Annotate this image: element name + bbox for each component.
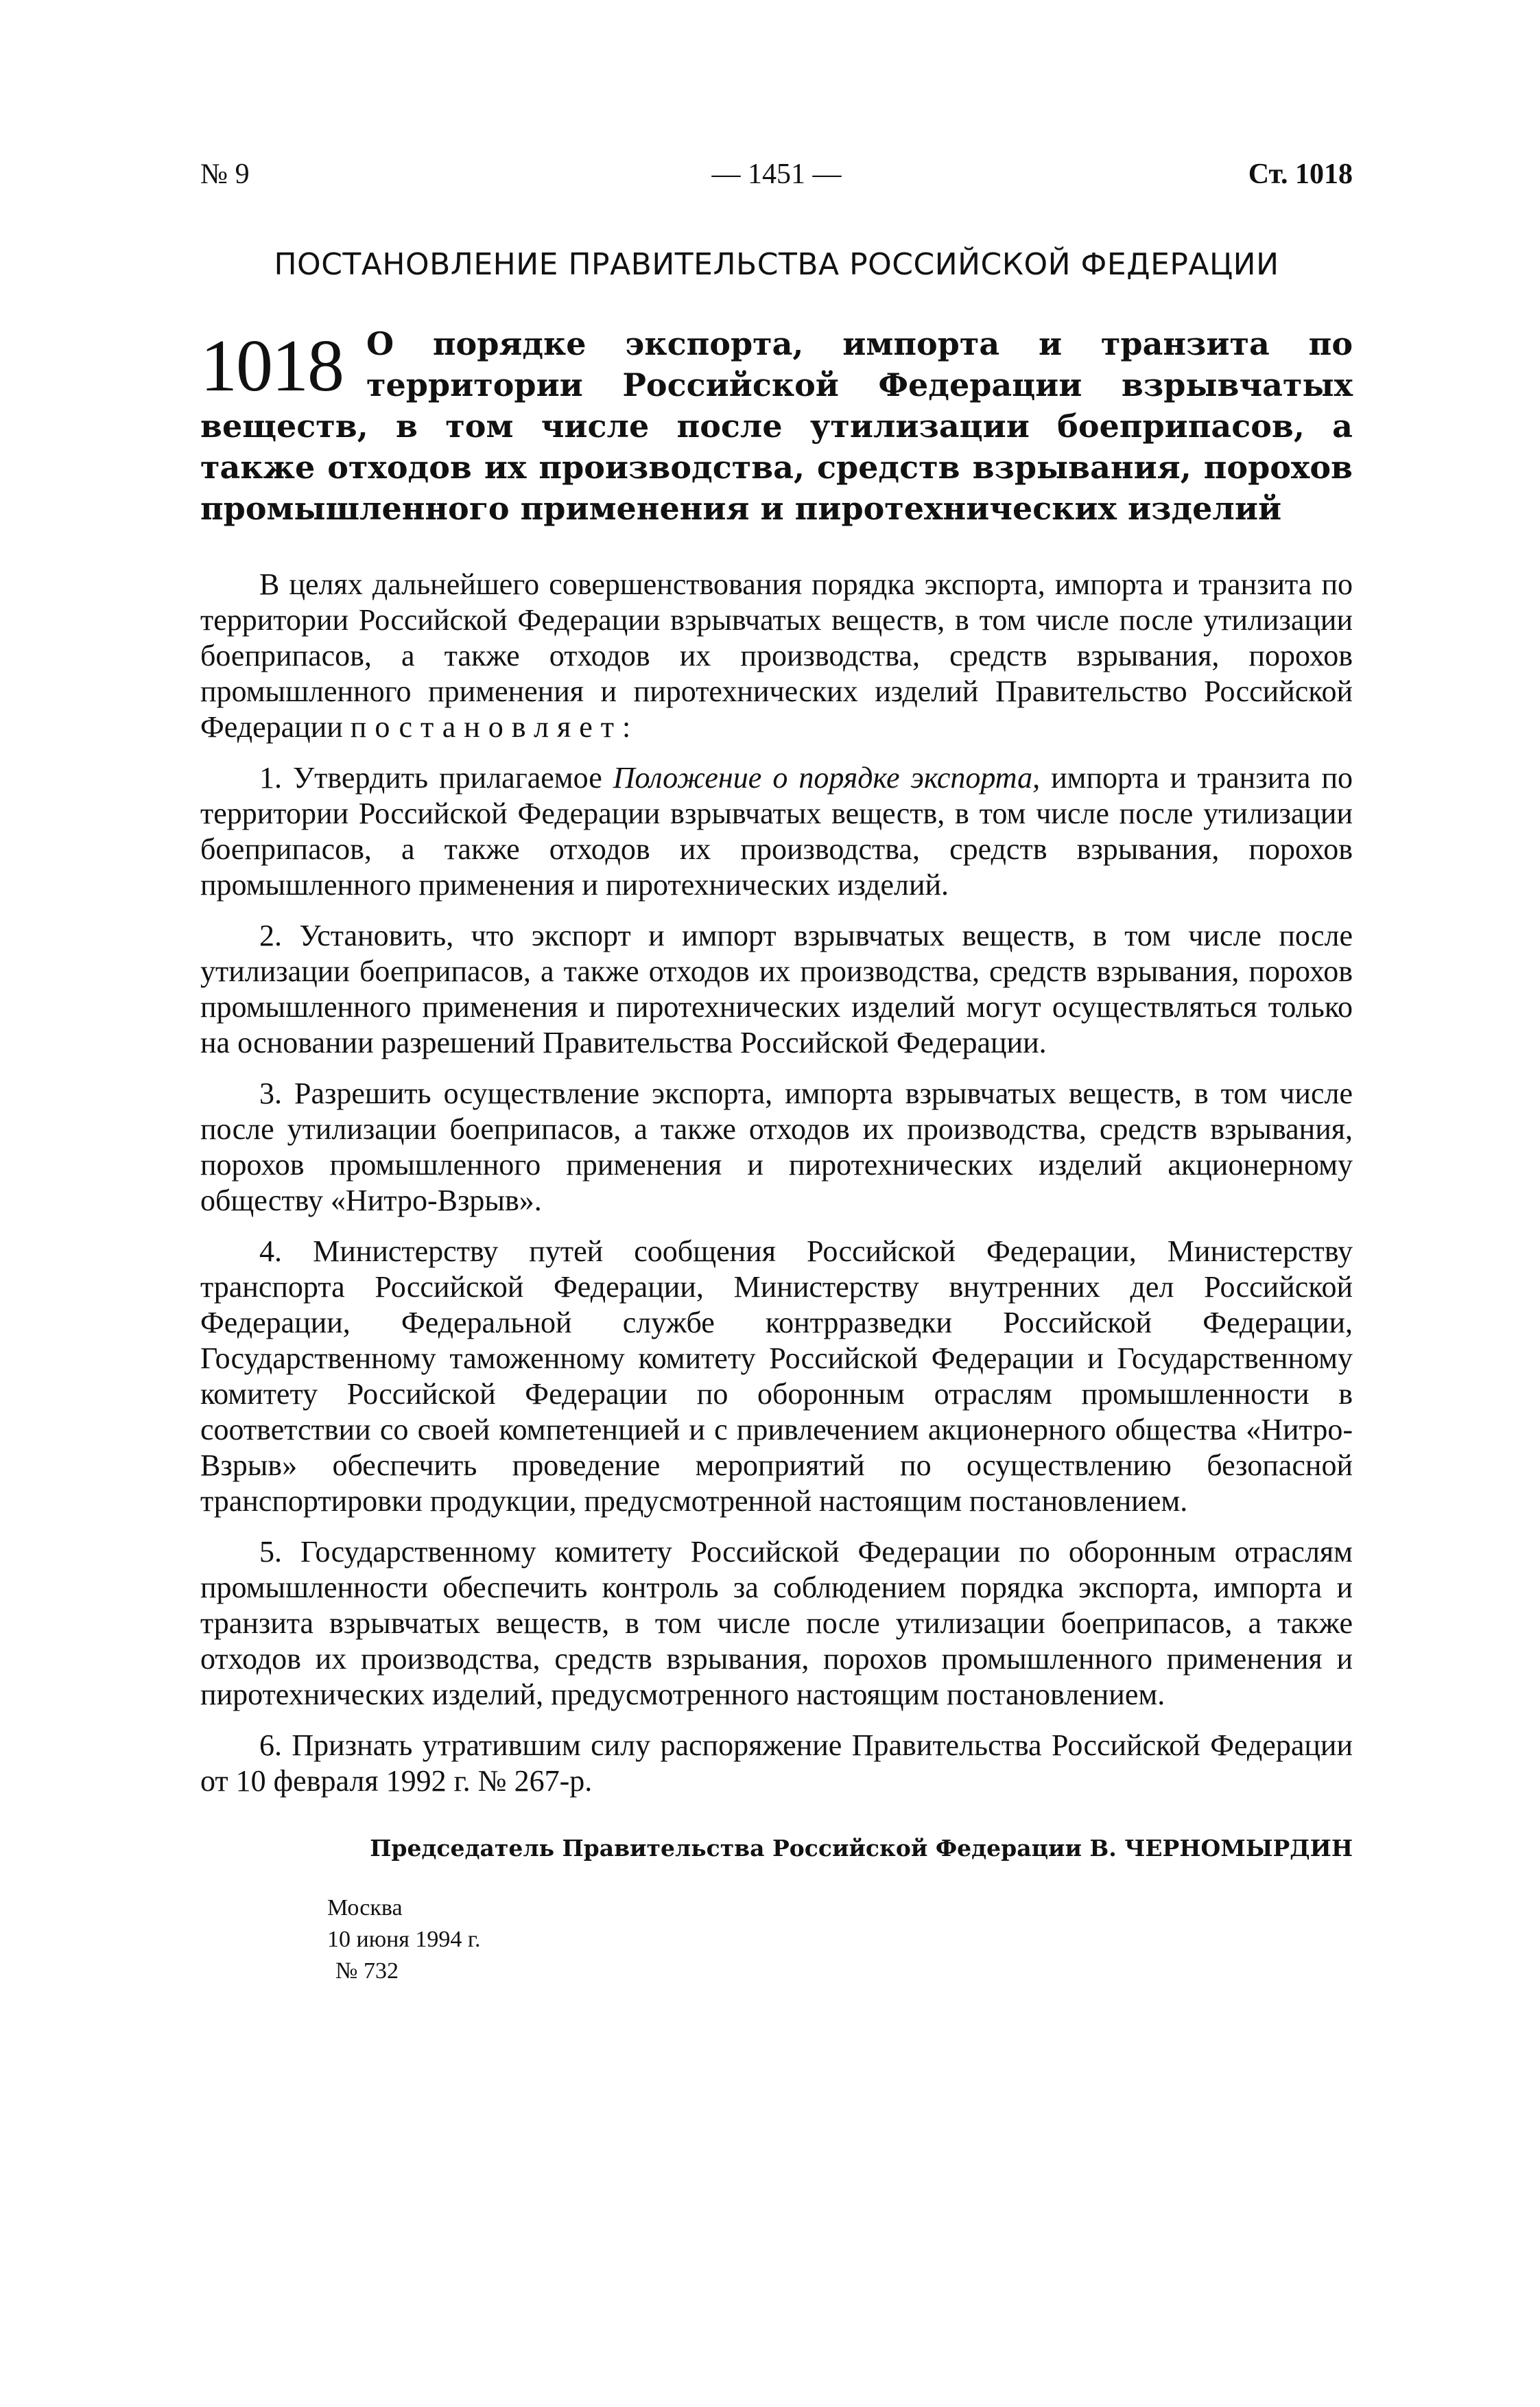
preamble-text: В целях дальнейшего совершенствования порядка экспорта, импорта и транзита по территории Российской Федерации взрывчатых веществ, в том числе после утилизации боеприпасов, а также отходов их производства, средств взрывания, порохов промышленного применения и пиротехнических изделий Правительство Российской Федерации xyxy=(200,567,1353,744)
document-page xyxy=(200,158,1353,1987)
place: Москва xyxy=(327,1895,403,1921)
issue-number: № 9 xyxy=(200,158,250,190)
item-4: 4. Министерству путей сообщения Российской Федерации, Министерству транспорта Российской Федерации, Министерству внутренних дел Российской Федерации, Федеральной службе контрразведки Российской Федерации, Государственному таможенному комитету Российской Федерации и Государственному комитету Российской Федерации по оборонным отраслям промышленности в соответствии со своей компетенцией и с привлечением акционерного общества «Нитро-Взрыв» обеспечить проведение мероприятий по осуществлению безопасной транспортировки продукции, предусмотренной настоящим постановлением. xyxy=(200,1234,1353,1518)
preamble xyxy=(200,567,1353,745)
item-1-italic: Положение о порядке экспорта, xyxy=(613,761,1041,795)
item-2: 2. Установить, что экспорт и импорт взрывчатых веществ, в том числе после утилизации боеприпасов, а также отходов их производства, средств взрывания, порохов промышленного применения и пиротехнических изделий могут осуществляться только на основании разрешений Правительства Российской Федерации. xyxy=(200,919,1353,1059)
item-5: 5. Государственному комитету Российской Федерации по оборонным отраслям промышленности обеспечить контроль за соблюдением порядка экспорта, импорта и транзита взрывчатых веществ, в том числе после утилизации боеприпасов, а также отходов их производства, средств взрывания, порохов промышленного применения и пиротехнических изделий, предусмотренного настоящим постановлением. xyxy=(200,1535,1353,1711)
document-number: 1018 xyxy=(200,325,343,407)
date: 10 июня 1994 г. xyxy=(327,1927,481,1952)
document-body xyxy=(200,567,1353,1799)
item-1 xyxy=(200,760,1353,903)
page-number: — 1451 — xyxy=(711,158,842,190)
document-title-block xyxy=(200,323,1353,529)
article-number: Ст. 1018 xyxy=(1248,158,1353,190)
signature-line: Председатель Правительства Российской Федерации В. ЧЕРНОМЫРДИН xyxy=(370,1835,1353,1862)
act-type-heading: ПОСТАНОВЛЕНИЕ ПРАВИТЕЛЬСТВА РОССИЙСКОЙ ФЕДЕРАЦИИ xyxy=(274,247,1279,282)
item-3: 3. Разрешить осуществление экспорта, импорта взрывчатых веществ, в том числе после утилизации боеприпасов, а также отходов их производства, средств взрывания, порохов промышленного применения и пиротехнических изделий акционерному обществу «Нитро-Взрыв». xyxy=(200,1077,1353,1217)
document-title: О порядке экспорта, импорта и транзита по территории Российской Федерации взрывчатых веществ, в том числе после утилизации боеприпасов, а также отходов их производства, средств взрывания, порохов промышленного применения и пиротехнических изделий xyxy=(200,325,1353,527)
item-1-rest: импорта и транзита по территории Российской Федерации взрывчатых веществ, в том числе после утилизации боеприпасов, а также отходов их производства, средств взрывания, порохов промышленного применения и пиротехнических изделий. xyxy=(200,761,1353,902)
registration-number: № 732 xyxy=(335,1958,399,1984)
item-6: 6. Признать утратившим силу распоряжение Правительства Российской Федерации от 10 февраля 1992 г. № 267-р. xyxy=(200,1728,1353,1798)
place-and-date xyxy=(327,1892,1353,1987)
running-head xyxy=(200,158,1353,206)
decree-word: постановляет: xyxy=(350,710,639,744)
item-1-lead: 1. Утвердить прилагаемое xyxy=(259,761,613,795)
